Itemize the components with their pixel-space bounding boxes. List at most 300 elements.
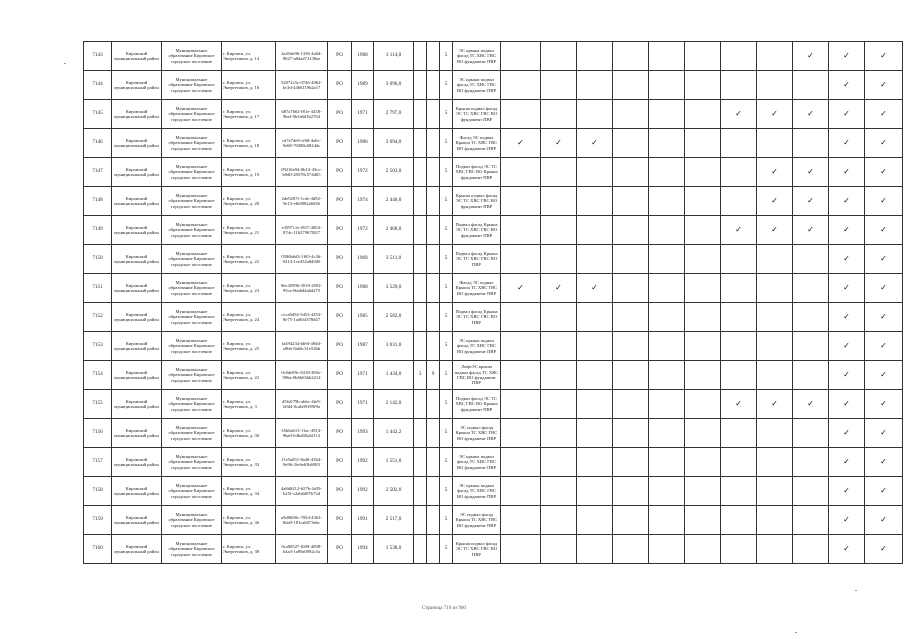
work-check-cell xyxy=(757,274,793,303)
lifts-cell: 9 xyxy=(427,361,440,390)
work-check-cell xyxy=(829,448,865,477)
check-mark-icon: ✓ xyxy=(517,138,524,147)
row-number: 7155 xyxy=(84,390,112,419)
work-check-cell xyxy=(541,187,577,216)
floors-cell: 5 xyxy=(440,100,453,129)
work-check-cell xyxy=(613,477,649,506)
row-number: 7146 xyxy=(84,129,112,158)
address-cell: г. Кировск, ул. Энергетиков, д. 19 xyxy=(222,158,276,187)
check-mark-icon: ✓ xyxy=(880,341,887,350)
work-check-cell xyxy=(541,419,577,448)
work-check-cell xyxy=(829,187,865,216)
entrances-cell xyxy=(414,71,427,100)
area-cell: 1 551,0 xyxy=(374,448,414,477)
floors-cell: 5 xyxy=(440,332,453,361)
work-check-cell xyxy=(721,477,757,506)
check-mark-icon: ✓ xyxy=(843,225,850,234)
check-mark-icon: ✓ xyxy=(843,341,850,350)
row-number: 7158 xyxy=(84,477,112,506)
scan-artifact xyxy=(64,63,66,64)
entrances-cell xyxy=(414,129,427,158)
district-cell: Кировский муниципальный район xyxy=(112,303,162,332)
work-check-cell xyxy=(685,71,721,100)
address-cell: г. Кировск, ул. Энергетиков, д. 18 xyxy=(222,129,276,158)
area-cell: 1 434,0 xyxy=(374,361,414,390)
work-check-cell xyxy=(501,390,541,419)
district-cell: Кировский муниципальный район xyxy=(112,158,162,187)
work-check-cell xyxy=(757,129,793,158)
work-check-cell xyxy=(685,187,721,216)
guid-cell: 0c0de89c-6318-493e-996a-0b6b63bb2214 xyxy=(276,361,328,390)
ownership-form-cell: РО xyxy=(328,303,352,332)
work-check-cell xyxy=(541,216,577,245)
work-check-cell xyxy=(613,100,649,129)
work-check-cell xyxy=(541,42,577,71)
work-check-cell xyxy=(793,390,829,419)
owner-cell: Муниципальное образование Кировское городское поселение xyxy=(162,390,222,419)
year-cell: 1971 xyxy=(352,390,374,419)
lifts-cell xyxy=(427,129,440,158)
work-check-cell xyxy=(501,535,541,564)
work-check-cell xyxy=(829,71,865,100)
work-check-cell xyxy=(541,158,577,187)
table-row xyxy=(84,332,903,361)
work-check-cell xyxy=(721,245,757,274)
year-cell: 1971 xyxy=(352,100,374,129)
work-check-cell xyxy=(757,187,793,216)
work-check-cell xyxy=(685,361,721,390)
work-check-cell xyxy=(577,245,613,274)
work-check-cell xyxy=(501,506,541,535)
year-cell: 1993 xyxy=(352,419,374,448)
address-cell: г. Кировск, ул. Энергетиков, д. 16 xyxy=(222,71,276,100)
table-row xyxy=(84,506,903,535)
check-mark-icon: ✓ xyxy=(880,428,887,437)
area-cell: 2 142,0 xyxy=(374,390,414,419)
table-row xyxy=(84,477,903,506)
floors-cell: 5 xyxy=(440,71,453,100)
row-number: 7157 xyxy=(84,448,112,477)
check-mark-icon: ✓ xyxy=(843,544,850,553)
address-cell: г. Кировск, ул. Энергетиков, д. 21 xyxy=(222,216,276,245)
address-cell: г. Кировск, ул. Энергетиков, д. 36 xyxy=(222,506,276,535)
year-cell: 1985 xyxy=(352,303,374,332)
buildings-table xyxy=(83,41,903,564)
work-check-cell xyxy=(649,129,685,158)
check-mark-icon: ✓ xyxy=(880,457,887,466)
guid-cell: d5b2f79b-abbc-4fe9-b0d4-0cab09189f9a xyxy=(276,390,328,419)
address-cell: г. Кировск, ул. Энергетиков, д. 38 xyxy=(222,535,276,564)
work-check-cell xyxy=(865,419,903,448)
work-check-cell xyxy=(793,303,829,332)
address-cell: г. Кировск, ул. Энергетиков, д. 33 xyxy=(222,448,276,477)
district-cell: Кировский муниципальный район xyxy=(112,448,162,477)
work-check-cell xyxy=(793,477,829,506)
table-row xyxy=(84,303,903,332)
guid-cell: ccca9d54-5d53-4453-8e75-1ad6f4378d47 xyxy=(276,303,328,332)
work-check-cell xyxy=(685,245,721,274)
work-check-cell xyxy=(649,506,685,535)
floors-cell: 5 xyxy=(440,506,453,535)
check-mark-icon: ✓ xyxy=(880,51,887,60)
work-check-cell xyxy=(649,42,685,71)
work-check-cell xyxy=(721,332,757,361)
lifts-cell xyxy=(427,535,440,564)
work-check-cell xyxy=(577,71,613,100)
table-body xyxy=(84,42,903,564)
work-check-cell xyxy=(865,274,903,303)
area-cell: 2 797,0 xyxy=(374,100,414,129)
entrances-cell xyxy=(414,303,427,332)
row-number: 7154 xyxy=(84,361,112,390)
work-check-cell xyxy=(577,390,613,419)
check-mark-icon: ✓ xyxy=(843,370,850,379)
owner-cell: Муниципальное образование Кировское городское поселение xyxy=(162,187,222,216)
work-check-cell xyxy=(793,129,829,158)
ownership-form-cell: РО xyxy=(328,535,352,564)
work-check-cell xyxy=(757,216,793,245)
district-cell: Кировский муниципальный район xyxy=(112,390,162,419)
year-cell: 1994 xyxy=(352,535,374,564)
guid-cell: 2de9287f-1c4e-4d92-9e13-efb9082a6036 xyxy=(276,187,328,216)
works-cell: ЭС крыша подвал фасад ТС ХВС ГВС ВО фундамент ПВР xyxy=(453,332,501,361)
check-mark-icon: ✓ xyxy=(807,51,814,60)
ownership-form-cell: РО xyxy=(328,71,352,100)
check-mark-icon: ✓ xyxy=(843,428,850,437)
work-check-cell xyxy=(829,274,865,303)
ownership-form-cell: РО xyxy=(328,361,352,390)
row-number: 7153 xyxy=(84,332,112,361)
table-row xyxy=(84,245,903,274)
work-check-cell xyxy=(501,245,541,274)
lifts-cell xyxy=(427,506,440,535)
address-cell: г. Кировск, ул. Энергетиков, д. 23 xyxy=(222,274,276,303)
work-check-cell xyxy=(577,129,613,158)
district-cell: Кировский муниципальный район xyxy=(112,71,162,100)
guid-cell: 0586b6d3-1f65-4c36-9214-1ce452a8d9d0 xyxy=(276,245,328,274)
table-row xyxy=(84,216,903,245)
guid-cell: 0ca08327-fb98-4098-b4a3-1a89a0092c3a xyxy=(276,535,328,564)
work-check-cell xyxy=(793,506,829,535)
ownership-form-cell: РО xyxy=(328,506,352,535)
check-mark-icon: ✓ xyxy=(880,138,887,147)
check-mark-icon: ✓ xyxy=(880,370,887,379)
district-cell: Кировский муниципальный район xyxy=(112,535,162,564)
lifts-cell xyxy=(427,42,440,71)
check-mark-icon: ✓ xyxy=(591,138,598,147)
ownership-form-cell: РО xyxy=(328,216,352,245)
work-check-cell xyxy=(501,71,541,100)
lifts-cell xyxy=(427,71,440,100)
work-check-cell xyxy=(501,42,541,71)
table-row xyxy=(84,274,903,303)
work-check-cell xyxy=(613,390,649,419)
entrances-cell xyxy=(414,216,427,245)
table-row xyxy=(84,100,903,129)
district-cell: Кировский муниципальный район xyxy=(112,100,162,129)
work-check-cell xyxy=(613,71,649,100)
district-cell: Кировский муниципальный район xyxy=(112,419,162,448)
row-number: 7151 xyxy=(84,274,112,303)
year-cell: 1992 xyxy=(352,477,374,506)
work-check-cell xyxy=(577,535,613,564)
lifts-cell xyxy=(427,477,440,506)
area-cell: 3 114,0 xyxy=(374,42,414,71)
work-check-cell xyxy=(541,303,577,332)
work-check-cell xyxy=(829,129,865,158)
owner-cell: Муниципальное образование Кировское городское поселение xyxy=(162,332,222,361)
check-mark-icon: ✓ xyxy=(880,196,887,205)
work-check-cell xyxy=(829,477,865,506)
works-cell: Крыша подвал фасад ЭС ТС ХВС ГВС ВО фундамент ПВР xyxy=(453,100,501,129)
entrances-cell xyxy=(414,187,427,216)
district-cell: Кировский муниципальный район xyxy=(112,506,162,535)
work-check-cell xyxy=(721,274,757,303)
year-cell: 1972 xyxy=(352,216,374,245)
work-check-cell xyxy=(501,332,541,361)
check-mark-icon: ✓ xyxy=(880,225,887,234)
work-check-cell xyxy=(757,448,793,477)
table-row xyxy=(84,361,903,390)
work-check-cell xyxy=(613,42,649,71)
work-check-cell xyxy=(613,303,649,332)
work-check-cell xyxy=(757,506,793,535)
work-check-cell xyxy=(577,187,613,216)
table-row xyxy=(84,390,903,419)
check-mark-icon: ✓ xyxy=(880,312,887,321)
work-check-cell xyxy=(501,477,541,506)
ownership-form-cell: РО xyxy=(328,245,352,274)
ownership-form-cell: РО xyxy=(328,158,352,187)
work-check-cell xyxy=(757,303,793,332)
check-mark-icon: ✓ xyxy=(591,283,598,292)
work-check-cell xyxy=(793,216,829,245)
check-mark-icon: ✓ xyxy=(880,515,887,524)
year-cell: 1968 xyxy=(352,245,374,274)
document-sheet xyxy=(83,41,887,564)
check-mark-icon: ✓ xyxy=(843,486,850,495)
work-check-cell xyxy=(649,216,685,245)
lifts-cell xyxy=(427,419,440,448)
ownership-form-cell: РО xyxy=(328,42,352,71)
check-mark-icon: ✓ xyxy=(735,399,742,408)
work-check-cell xyxy=(541,100,577,129)
lifts-cell xyxy=(427,158,440,187)
district-cell: Кировский муниципальный район xyxy=(112,361,162,390)
guid-cell: 66c45996-3019-4592-95ca-6ba6d4a6d275 xyxy=(276,274,328,303)
floors-cell: 5 xyxy=(440,390,453,419)
check-mark-icon: ✓ xyxy=(843,515,850,524)
work-check-cell xyxy=(649,477,685,506)
work-check-cell xyxy=(757,390,793,419)
work-check-cell xyxy=(757,100,793,129)
floors-cell: 5 xyxy=(440,42,453,71)
work-check-cell xyxy=(577,216,613,245)
owner-cell: Муниципальное образование Кировское городское поселение xyxy=(162,42,222,71)
work-check-cell xyxy=(541,506,577,535)
work-check-cell xyxy=(649,187,685,216)
lifts-cell xyxy=(427,303,440,332)
year-cell: 1988 xyxy=(352,274,374,303)
year-cell: 1986 xyxy=(352,129,374,158)
work-check-cell xyxy=(649,274,685,303)
work-check-cell xyxy=(793,332,829,361)
floors-cell: 5 xyxy=(440,187,453,216)
work-check-cell xyxy=(757,42,793,71)
address-cell: г. Кировск, ул. Энергетиков, д. 14 xyxy=(222,42,276,71)
address-cell: г. Кировск, ул. Энергетиков, д. 22 xyxy=(222,245,276,274)
work-check-cell xyxy=(613,419,649,448)
year-cell: 1987 xyxy=(352,332,374,361)
work-check-cell xyxy=(501,274,541,303)
work-check-cell xyxy=(865,158,903,187)
work-check-cell xyxy=(649,390,685,419)
entrances-cell xyxy=(414,535,427,564)
area-cell: 3 094,0 xyxy=(374,129,414,158)
work-check-cell xyxy=(541,245,577,274)
check-mark-icon: ✓ xyxy=(771,225,778,234)
work-check-cell xyxy=(757,477,793,506)
address-cell: г. Кировск, ул. Энергетиков, д. 30 xyxy=(222,419,276,448)
ownership-form-cell: РО xyxy=(328,448,352,477)
work-check-cell xyxy=(793,361,829,390)
works-cell: ЭС подвал фасад Крыша ТС ХВС ГВС ВО фундамент ПВР xyxy=(453,419,501,448)
page-footer: Страница 716 из 960 xyxy=(422,606,466,611)
guid-cell: 4a45de96-1336-4a0d-8627-a8dad72138ae xyxy=(276,42,328,71)
ownership-form-cell: РО xyxy=(328,100,352,129)
work-check-cell xyxy=(613,129,649,158)
work-check-cell xyxy=(793,448,829,477)
address-cell: г. Кировск, ул. Энергетиков, д. 17 xyxy=(222,100,276,129)
address-cell: г. Кировск, ул. Энергетиков, д. 20 xyxy=(222,187,276,216)
work-check-cell xyxy=(649,361,685,390)
work-check-cell xyxy=(721,216,757,245)
work-check-cell xyxy=(865,42,903,71)
floors-cell: 5 xyxy=(440,216,453,245)
guid-cell: 4a8d6212-b57b-4a59-b25f-c2ab6d87672d xyxy=(276,477,328,506)
work-check-cell xyxy=(541,71,577,100)
area-cell: 2 503,0 xyxy=(374,158,414,187)
owner-cell: Муниципальное образование Кировское городское поселение xyxy=(162,448,222,477)
work-check-cell xyxy=(865,361,903,390)
work-check-cell xyxy=(577,42,613,71)
work-check-cell xyxy=(685,216,721,245)
row-number: 7143 xyxy=(84,42,112,71)
entrances-cell xyxy=(414,448,427,477)
work-check-cell xyxy=(829,390,865,419)
work-check-cell xyxy=(721,100,757,129)
owner-cell: Муниципальное образование Кировское городское поселение xyxy=(162,274,222,303)
work-check-cell xyxy=(577,361,613,390)
check-mark-icon: ✓ xyxy=(843,196,850,205)
entrances-cell xyxy=(414,245,427,274)
table-row xyxy=(84,419,903,448)
entrances-cell: 3 xyxy=(414,361,427,390)
year-cell: 1988 xyxy=(352,42,374,71)
work-check-cell xyxy=(685,535,721,564)
work-check-cell xyxy=(685,303,721,332)
work-check-cell xyxy=(649,158,685,187)
work-check-cell xyxy=(685,506,721,535)
works-cell: Фасад ЭС подвал Крыша ТС ХВС ГВС ВО фундамент ПВР xyxy=(453,274,501,303)
area-cell: 2 517,0 xyxy=(374,506,414,535)
work-check-cell xyxy=(541,274,577,303)
ownership-form-cell: РО xyxy=(328,332,352,361)
check-mark-icon: ✓ xyxy=(771,109,778,118)
check-mark-icon: ✓ xyxy=(771,196,778,205)
year-cell: 1972 xyxy=(352,158,374,187)
area-cell: 3 031,0 xyxy=(374,332,414,361)
work-check-cell xyxy=(649,332,685,361)
ownership-form-cell: РО xyxy=(328,187,352,216)
area-cell: 2 446,0 xyxy=(374,187,414,216)
work-check-cell xyxy=(649,71,685,100)
work-check-cell xyxy=(793,245,829,274)
work-check-cell xyxy=(793,535,829,564)
lifts-cell xyxy=(427,332,440,361)
row-number: 7147 xyxy=(84,158,112,187)
lifts-cell xyxy=(427,390,440,419)
check-mark-icon: ✓ xyxy=(880,80,887,89)
work-check-cell xyxy=(865,245,903,274)
address-cell: г. Кировск, ул. Энергетиков, д. 34 xyxy=(222,477,276,506)
row-number: 7150 xyxy=(84,245,112,274)
work-check-cell xyxy=(685,477,721,506)
ownership-form-cell: РО xyxy=(328,390,352,419)
address-cell: г. Кировск, ул. Энергетиков, д. 3 xyxy=(222,390,276,419)
row-number: 7156 xyxy=(84,419,112,448)
work-check-cell xyxy=(829,419,865,448)
guid-cell: 52072c5c-0746-4062-bc3d-4466119b2a17 xyxy=(276,71,328,100)
check-mark-icon: ✓ xyxy=(843,283,850,292)
work-check-cell xyxy=(649,100,685,129)
owner-cell: Муниципальное образование Кировское городское поселение xyxy=(162,535,222,564)
work-check-cell xyxy=(501,187,541,216)
work-check-cell xyxy=(577,477,613,506)
work-check-cell xyxy=(541,129,577,158)
area-cell: 2 468,0 xyxy=(374,216,414,245)
row-number: 7160 xyxy=(84,535,112,564)
check-mark-icon: ✓ xyxy=(843,51,850,60)
work-check-cell xyxy=(577,448,613,477)
work-check-cell xyxy=(829,42,865,71)
work-check-cell xyxy=(613,245,649,274)
works-cell: Подвал фасад ЭС ТС ХВС ГВС ВО Крыша фундамент ПВР xyxy=(453,158,501,187)
work-check-cell xyxy=(577,274,613,303)
work-check-cell xyxy=(757,419,793,448)
district-cell: Кировский муниципальный район xyxy=(112,216,162,245)
lifts-cell xyxy=(427,100,440,129)
guid-cell: a9d0b08c-785d-43b3-8da9-181ca6073ebc xyxy=(276,506,328,535)
work-check-cell xyxy=(541,361,577,390)
row-number: 7148 xyxy=(84,187,112,216)
work-check-cell xyxy=(865,390,903,419)
work-check-cell xyxy=(685,274,721,303)
owner-cell: Муниципальное образование Кировское городское поселение xyxy=(162,419,222,448)
entrances-cell xyxy=(414,274,427,303)
works-cell: Подвал фасад Крыша ЭС ТС ХВС ГВС ВО ПВР xyxy=(453,245,501,274)
lifts-cell xyxy=(427,274,440,303)
owner-cell: Муниципальное образование Кировское городское поселение xyxy=(162,71,222,100)
works-cell: Подвал фасад Крыша ЭС ТС ХВС ГВС ВО фундамент ПВР xyxy=(453,216,501,245)
work-check-cell xyxy=(757,71,793,100)
works-cell: ЭС крыша подвал фасад ТС ХВС ГВС ВО фундамент ПВР xyxy=(453,477,501,506)
work-check-cell xyxy=(613,535,649,564)
work-check-cell xyxy=(685,158,721,187)
floors-cell: 5 xyxy=(440,361,453,390)
guid-cell: b87a7602-f81e-4458-9bef-0b3a6d1b2764 xyxy=(276,100,328,129)
work-check-cell xyxy=(865,477,903,506)
